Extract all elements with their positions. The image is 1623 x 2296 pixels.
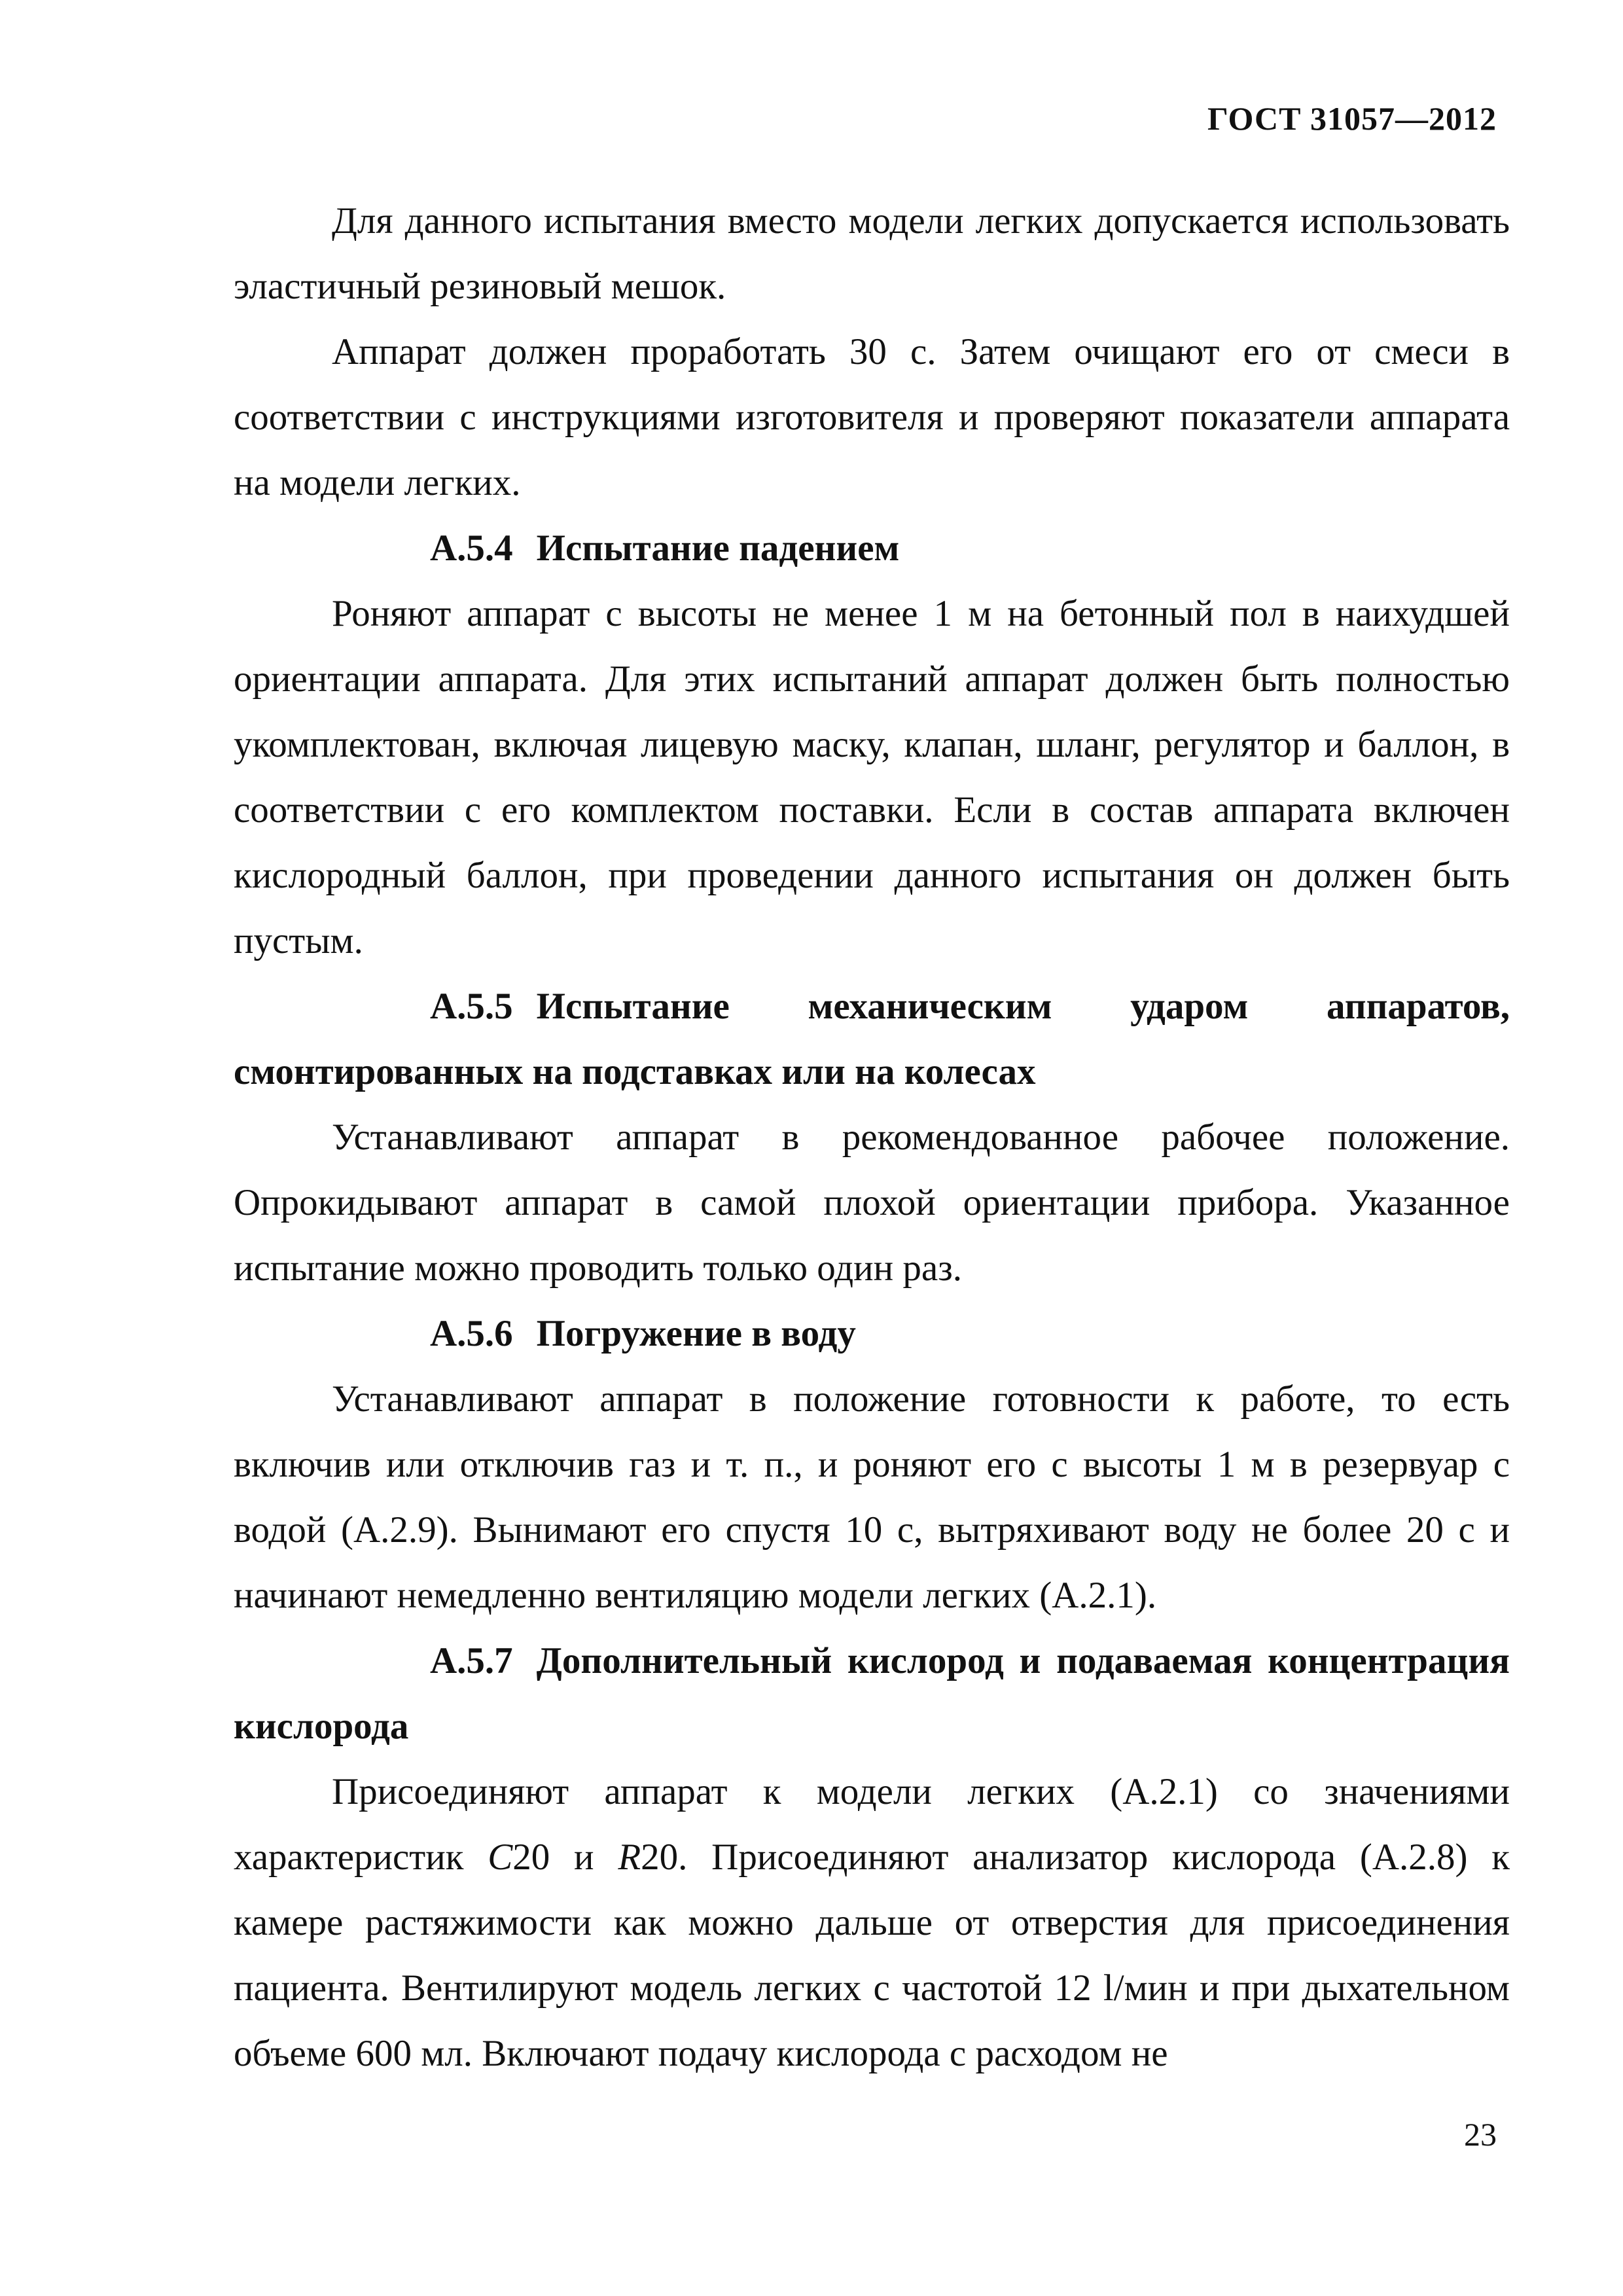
section-number: А.5.7: [430, 1640, 513, 1681]
symbol-r: R: [618, 1837, 641, 1878]
document-body: [234, 188, 1510, 2087]
section-number: А.5.6: [430, 1313, 513, 1354]
section-number: А.5.5: [430, 986, 513, 1027]
section-number: А.5.4: [430, 528, 513, 569]
content-blocks: [234, 188, 1510, 1759]
page-number: 23: [1464, 2116, 1497, 2153]
paragraph-text-part1: Присоединяют аппарат к модели легких (А.2.1) со значениями характеристик: [234, 1771, 1510, 1878]
paragraph-oxygen-test: [234, 1759, 1510, 2087]
paragraph-text-part3: 20. Присоединяют анализатор кислорода (А.2.8) к камере растяжимости как можно дальше от отверстия для присоединения пациента. Вентилируют модель легких с частотой 12 l/мин и при дыхательном объеме 600 мл. Включают подачу кислорода с расходом не: [234, 1837, 1510, 2074]
section-heading: [234, 974, 1510, 1105]
section-heading: [234, 516, 1510, 581]
section-heading: [234, 1628, 1510, 1759]
section-heading: [234, 1301, 1510, 1367]
document-standard-id: ГОСТ 31057—2012: [1207, 100, 1497, 137]
section-title: Дополнительный кислород и подаваемая концентрация кислорода: [234, 1640, 1510, 1747]
paragraph: Для данного испытания вместо модели легких допускается использовать эластичный резиновый мешок.: [234, 200, 1510, 307]
paragraph: Устанавливают аппарат в рекомендованное рабочее положение. Опрокидывают аппарат в самой плохой ориентации прибора. Указанное испытание можно проводить только один раз.: [234, 1117, 1510, 1289]
section-title: Испытание механическим ударом аппаратов, смонтированных на подставках или на колесах: [234, 986, 1510, 1092]
paragraph: Устанавливают аппарат в положение готовности к работе, то есть включив или отключив газ и т. п., и роняют его с высоты 1 м в резервуар с водой (А.2.9). Вынимают его спустя 10 с, вытряхивают воду не более 20 с и начинают немедленно вентиляцию модели легких (А.2.1).: [234, 1378, 1510, 1616]
symbol-c: C: [488, 1837, 513, 1878]
paragraph: Роняют аппарат с высоты не менее 1 м на бетонный пол в наихудшей ориентации аппарата. Для этих испытаний аппарат должен быть полностью укомплектован, включая лицевую маску, клапан, шланг, регулятор и баллон, в соответствии с его комплектом поставки. Если в состав аппарата включен кислородный баллон, при проведении данного испытания он должен быть пустым.: [234, 593, 1510, 961]
section-title: Погружение в воду: [536, 1313, 856, 1354]
paragraph: Аппарат должен проработать 30 с. Затем очищают его от смеси в соответствии с инструкциями изготовителя и проверяют показатели аппарата на модели легких.: [234, 331, 1510, 503]
paragraph-text-part2: 20 и: [512, 1837, 618, 1878]
section-title: Испытание падением: [536, 528, 900, 569]
